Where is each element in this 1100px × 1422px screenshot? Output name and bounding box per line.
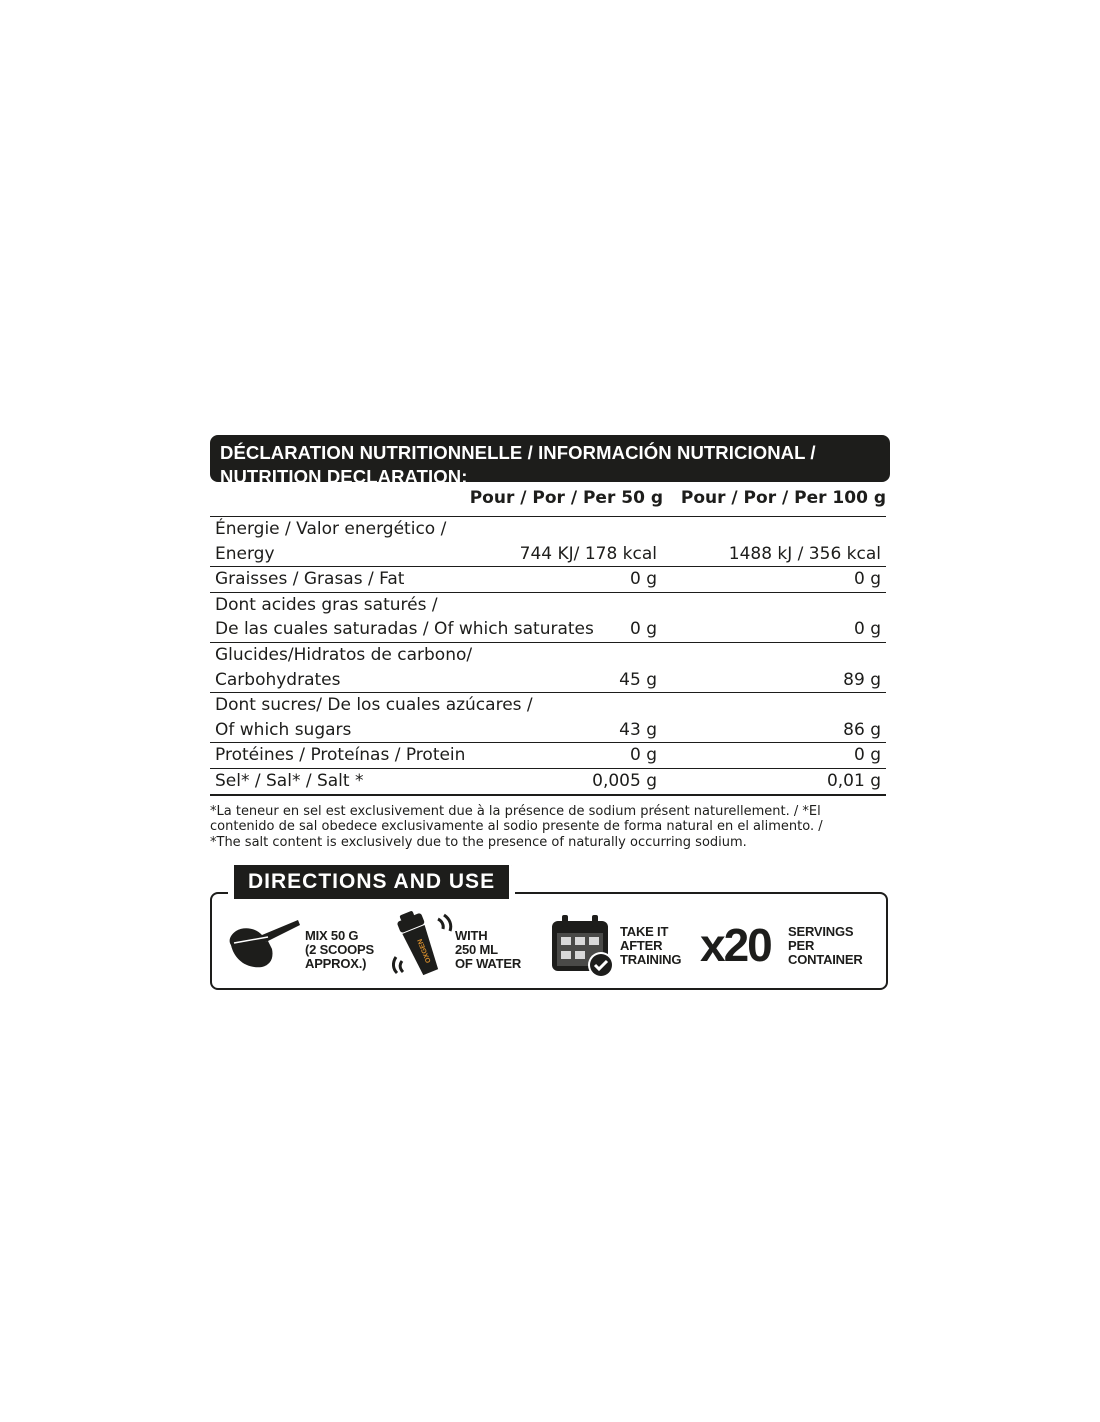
step-line: (2 SCOOPS xyxy=(305,942,374,957)
value-per-100g: 0 g xyxy=(853,745,881,766)
row-label-line1: Dont sucres/ De los cuales azúcares / xyxy=(215,695,533,716)
column-per-100g: Pour / Por / Per 100 g xyxy=(680,488,886,508)
row-label-line2: Of which sugars xyxy=(215,719,352,740)
row-label-line1: Graisses / Grasas / Fat xyxy=(215,569,405,590)
value-per-100g: 89 g xyxy=(843,669,881,690)
step-line: WITH xyxy=(455,928,488,943)
footnote-line-2: contenido de sal obedece exclusivamente al sodio presente de forma natural en el alimento. / xyxy=(210,819,823,835)
title-line-2: NUTRITION DECLARATION: xyxy=(220,466,468,487)
row-label-line1: Dont acides gras saturés / xyxy=(215,594,438,615)
footnote-line-1: *La teneur en sel est exclusivement due à la présence de sodium présent naturellement. / *El xyxy=(210,803,821,819)
directions-panel xyxy=(210,865,890,991)
row-salt xyxy=(210,769,886,796)
value-per-50g: 0 g xyxy=(629,569,657,590)
value-per-100g: 1488 kJ / 356 kcal xyxy=(728,543,881,564)
row-protein xyxy=(210,743,886,769)
row-label-line1: Glucides/Hidratos de carbono/ xyxy=(215,644,473,665)
row-label-line1: Sel* / Sal* / Salt * xyxy=(215,770,364,791)
value-per-50g: 43 g xyxy=(619,719,657,740)
shaker-icon xyxy=(388,905,458,981)
salt-footnote xyxy=(210,804,870,851)
nutrition-panel xyxy=(210,435,890,850)
step-line: TAKE IT xyxy=(620,924,669,939)
value-per-100g: 0 g xyxy=(853,619,881,640)
scoop-icon xyxy=(228,917,302,971)
step-line: CONTAINER xyxy=(788,952,863,967)
value-per-100g: 0,01 g xyxy=(826,770,881,791)
row-label-line2: Carbohydrates xyxy=(215,669,341,690)
row-label-line1: Énergie / Valor energético / xyxy=(215,519,447,539)
step-line: SERVINGS xyxy=(788,924,854,939)
step-line: 250 ML xyxy=(455,942,498,957)
row-label-line2: De las cuales saturadas / Of which saturates xyxy=(215,619,594,640)
directions-heading: DIRECTIONS AND USE xyxy=(228,865,515,899)
step-servings-text xyxy=(788,925,863,967)
step-line: APPROX.) xyxy=(305,956,367,971)
step-training-text xyxy=(620,925,681,967)
step-line: PER xyxy=(788,938,815,953)
value-per-50g: 0,005 g xyxy=(592,770,657,791)
title-line-1: DÉCLARATION NUTRITIONNELLE / INFORMACIÓN NUTRICIONAL / xyxy=(220,442,816,463)
step-water-text xyxy=(455,929,521,971)
step-mix-text xyxy=(305,929,374,971)
nutrition-title-bar xyxy=(210,435,890,487)
value-per-50g: 744 KJ/ 178 kcal xyxy=(519,543,657,564)
value-per-50g: 0 g xyxy=(629,619,657,640)
value-per-50g: 45 g xyxy=(619,669,657,690)
value-per-50g: 0 g xyxy=(629,745,657,766)
column-headers xyxy=(210,482,890,516)
row-label-line1: Protéines / Proteínas / Protein xyxy=(215,745,466,766)
row-sugars xyxy=(210,693,886,743)
value-per-100g: 86 g xyxy=(843,719,881,740)
step-line: AFTER xyxy=(620,938,663,953)
step-line: TRAINING xyxy=(620,952,682,967)
row-label-line2: Energy xyxy=(215,543,275,564)
column-per-50g: Pour / Por / Per 50 g xyxy=(469,488,663,508)
step-line: MIX 50 G xyxy=(305,928,359,943)
calendar-check-icon xyxy=(550,915,616,979)
step-line: OF WATER xyxy=(455,956,522,971)
row-carbohydrates xyxy=(210,643,886,693)
value-per-100g: 0 g xyxy=(853,569,881,590)
footnote-line-3: *The salt content is exclusively due to the presence of naturally occurring sodium. xyxy=(210,834,747,850)
row-fat xyxy=(210,567,886,593)
svg-text:OXGEN: OXGEN xyxy=(416,937,433,964)
row-energy xyxy=(210,517,886,567)
servings-count: x20 xyxy=(700,919,771,971)
row-saturates xyxy=(210,593,886,643)
